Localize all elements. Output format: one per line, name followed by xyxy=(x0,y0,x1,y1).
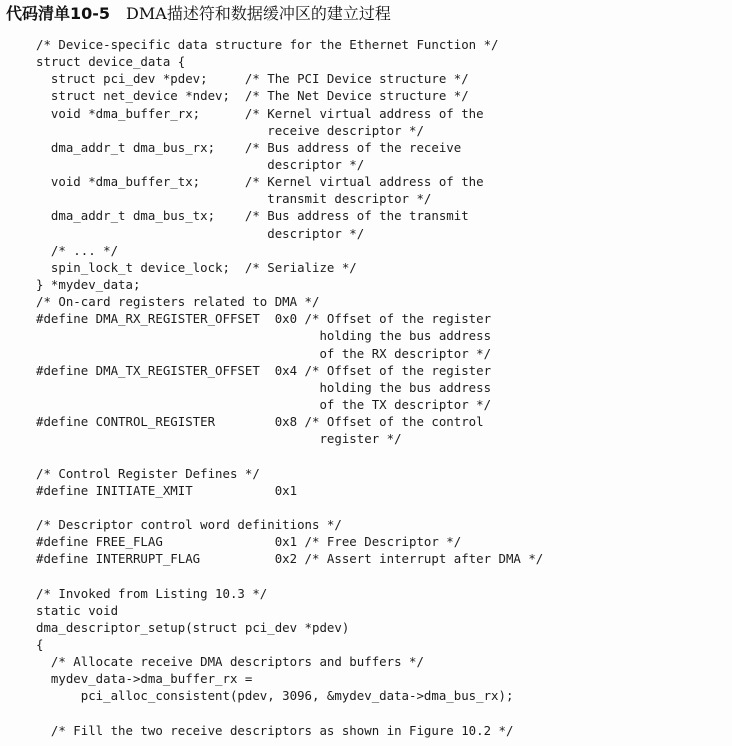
code-line: struct net_device *ndev; /* The Net Device structure */ xyxy=(36,88,469,104)
code-line: pci_alloc_consistent(pdev, 3096, &mydev_data->dma_bus_rx); xyxy=(36,688,514,704)
code-line: struct pci_dev *pdev; /* The PCI Device structure */ xyxy=(36,71,469,87)
code-line xyxy=(36,447,543,464)
code-line: holding the bus address xyxy=(36,379,492,395)
code-line: /* Fill the two receive descriptors as shown in Figure 10.2 */ xyxy=(36,722,514,738)
code-line: /* On-card registers related to DMA */ xyxy=(36,294,320,310)
code-line: /* Control Register Defines */ xyxy=(36,465,260,481)
code-listing xyxy=(36,36,543,739)
code-line: descriptor */ xyxy=(36,156,365,172)
code-line xyxy=(36,567,543,584)
code-line: register */ xyxy=(36,431,402,447)
code-line: #define CONTROL_REGISTER 0x8 /* Offset of the control xyxy=(36,414,484,430)
code-line: transmit descriptor */ xyxy=(36,191,432,207)
code-line: /* Invoked from Listing 10.3 */ xyxy=(36,585,268,601)
code-line: { xyxy=(36,636,44,652)
code-line: void *dma_buffer_tx; /* Kernel virtual address of the xyxy=(36,174,484,190)
code-line: spin_lock_t device_lock; /* Serialize */ xyxy=(36,259,357,275)
code-line: void *dma_buffer_rx; /* Kernel virtual address of the xyxy=(36,105,484,121)
code-line: #define FREE_FLAG 0x1 /* Free Descriptor */ xyxy=(36,534,462,550)
code-line xyxy=(36,499,543,516)
code-line: #define INTERRUPT_FLAG 0x2 /* Assert interrupt after DMA */ xyxy=(36,551,544,567)
code-line: } *mydev_data; xyxy=(36,276,141,292)
code-line: receive descriptor */ xyxy=(36,122,424,138)
code-line: of the RX descriptor */ xyxy=(36,345,492,361)
code-line: #define INITIATE_XMIT 0x1 xyxy=(36,482,298,498)
code-line: static void xyxy=(36,602,119,618)
code-line: dma_addr_t dma_bus_rx; /* Bus address of the receive xyxy=(36,139,462,155)
listing-title: DMA描述符和数据缓冲区的建立过程 xyxy=(126,4,391,23)
code-line xyxy=(36,704,543,721)
code-line: #define DMA_RX_REGISTER_OFFSET 0x0 /* Offset of the register xyxy=(36,311,492,327)
code-line: dma_addr_t dma_bus_tx; /* Bus address of the transmit xyxy=(36,208,469,224)
code-line: descriptor */ xyxy=(36,225,365,241)
code-line: dma_descriptor_setup(struct pci_dev *pdev) xyxy=(36,619,350,635)
listing-number: 代码清单10-5 xyxy=(6,4,111,23)
code-line: /* Device-specific data structure for the Ethernet Function */ xyxy=(36,37,499,52)
code-line: of the TX descriptor */ xyxy=(36,396,492,412)
code-line: /* Descriptor control word definitions */ xyxy=(36,516,342,532)
code-line: /* Allocate receive DMA descriptors and buffers */ xyxy=(36,654,424,670)
code-line: /* ... */ xyxy=(36,242,119,258)
code-line: holding the bus address xyxy=(36,328,492,344)
code-line: mydev_data->dma_buffer_rx = xyxy=(36,671,253,687)
code-line: #define DMA_TX_REGISTER_OFFSET 0x4 /* Offset of the register xyxy=(36,362,492,378)
code-line: struct device_data { xyxy=(36,54,186,70)
listing-caption xyxy=(6,2,391,26)
